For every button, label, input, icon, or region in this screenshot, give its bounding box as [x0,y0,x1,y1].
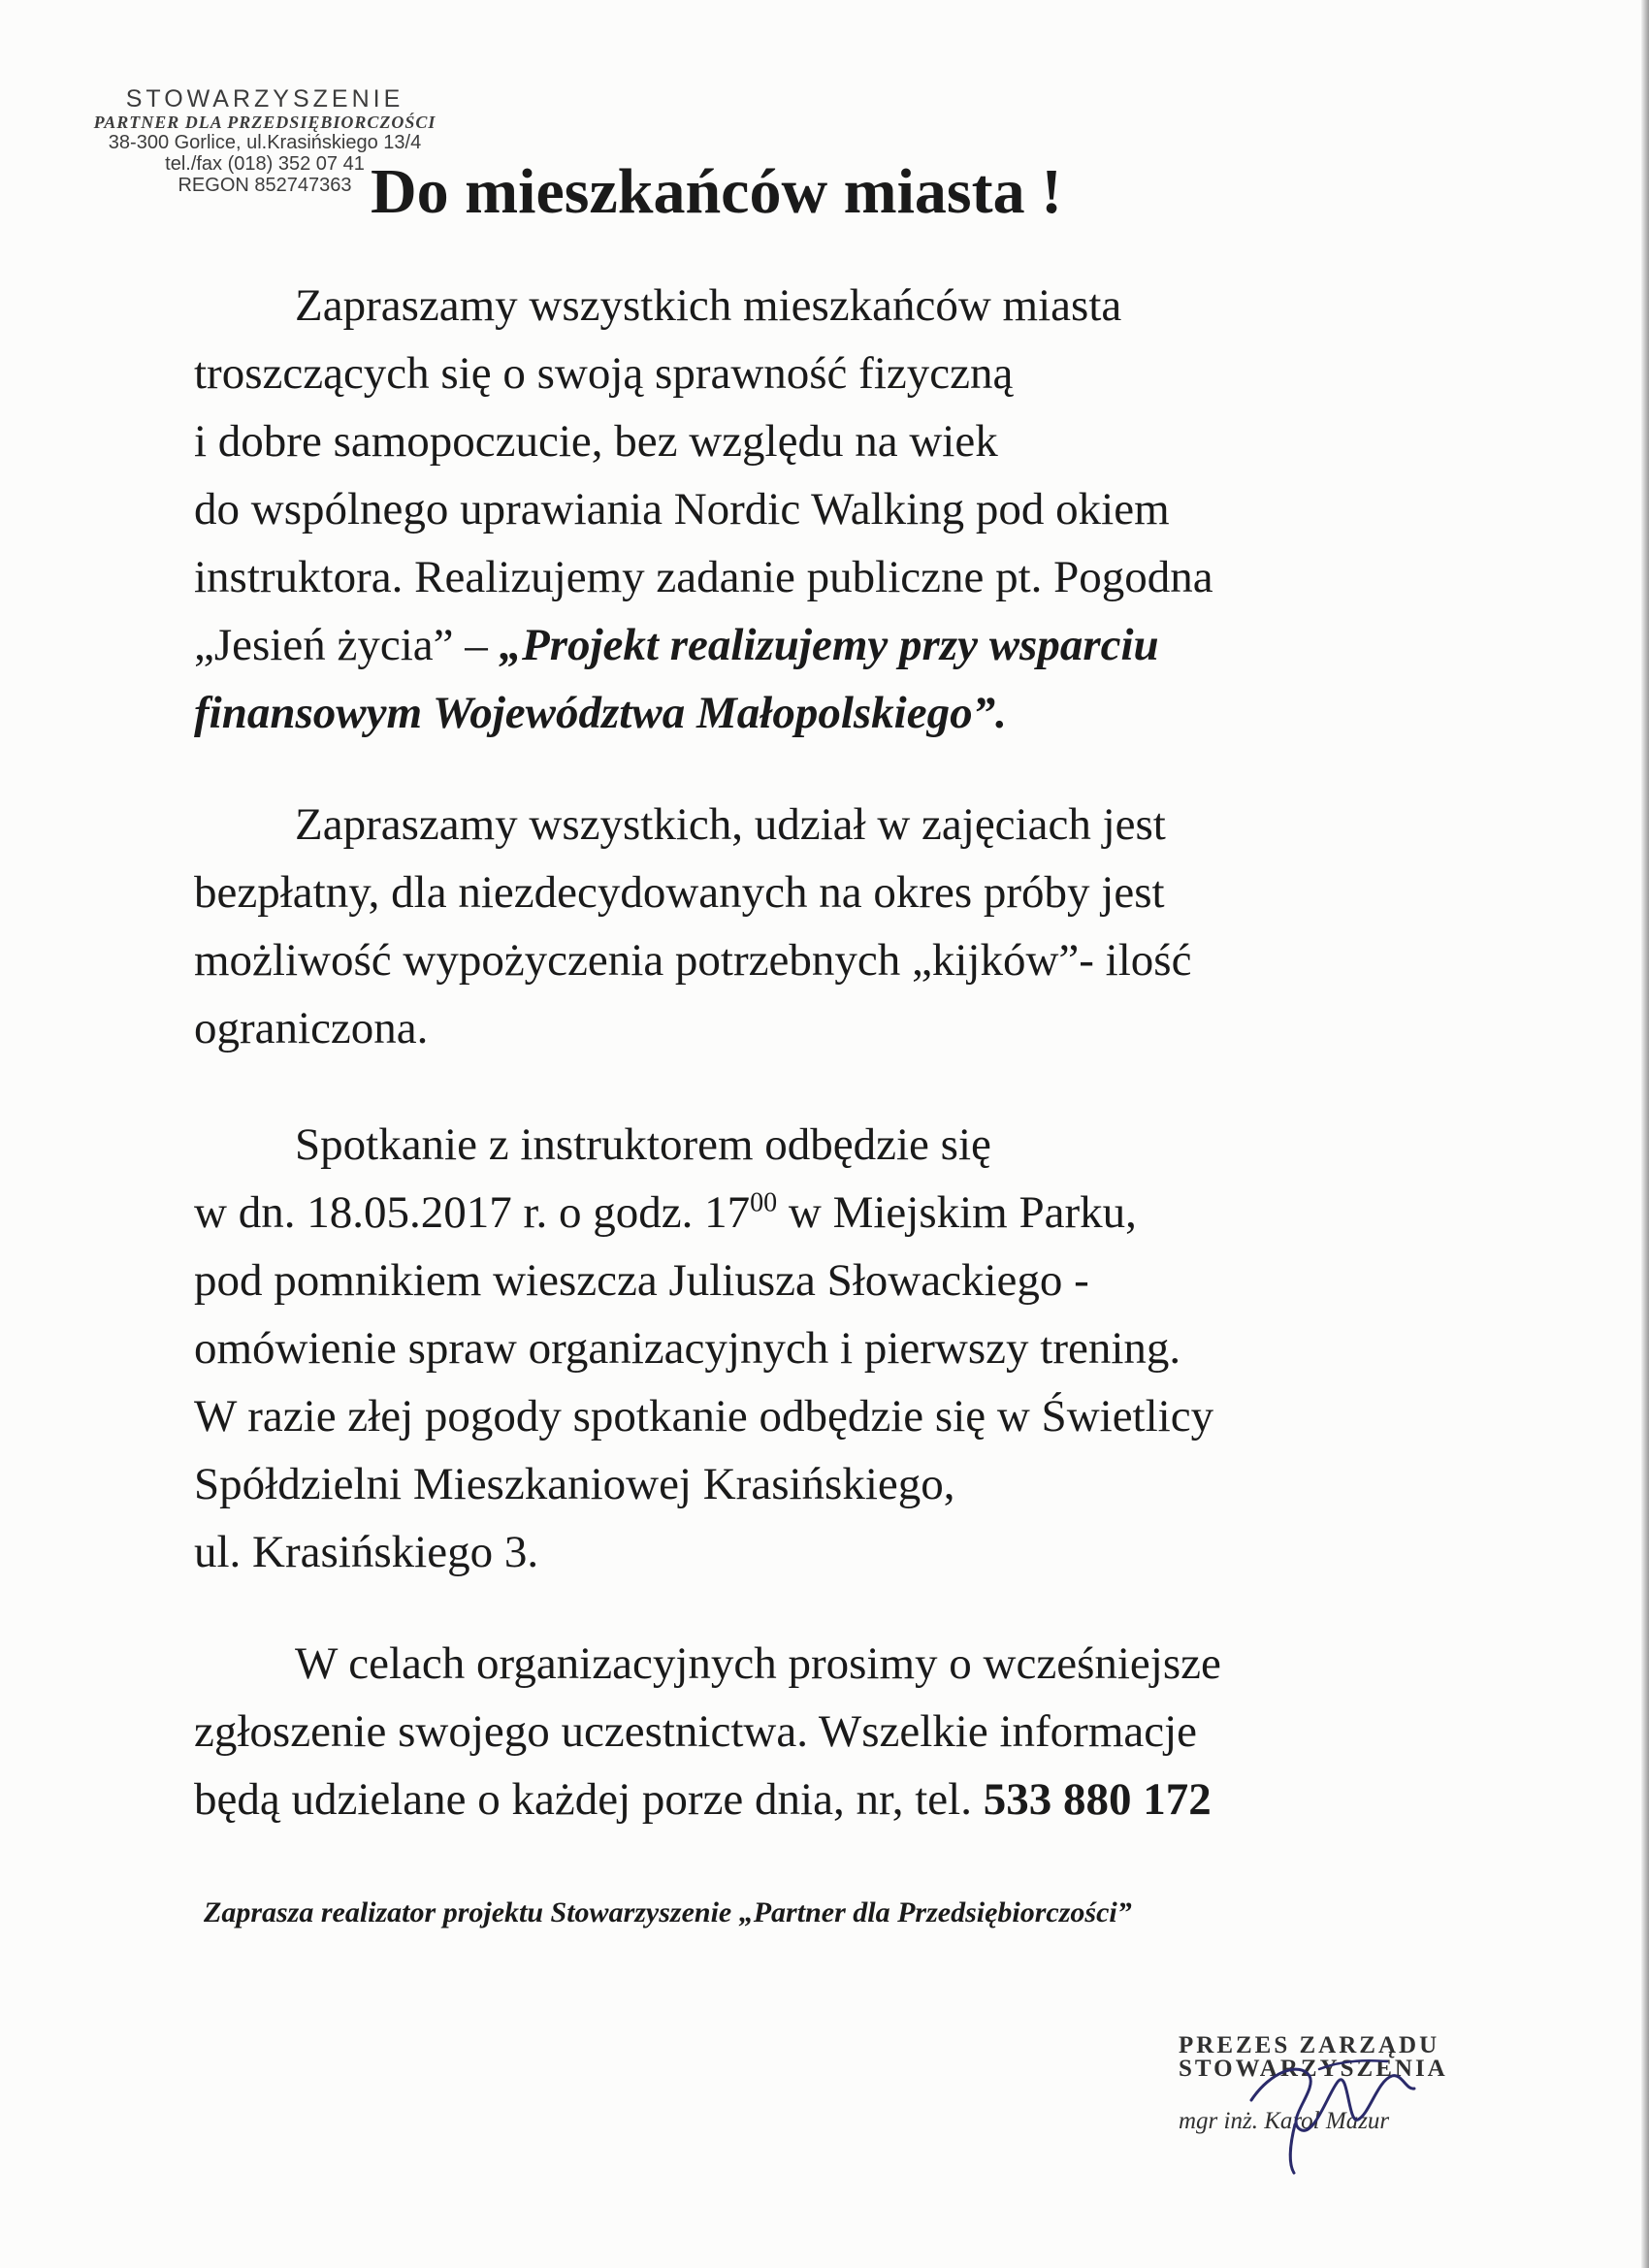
paragraph-line: W celach organizacyjnych prosimy o wcześniejsze [295,1638,1221,1689]
stamp-name: STOWARZYSZENIE [125,85,404,113]
paragraph-line: ograniczona. [194,1003,429,1053]
paragraph-registration [194,1630,1416,1833]
paragraph-line: instruktora. Realizujemy zadanie publiczne pt. Pogodna [194,552,1213,602]
funding-note-continued: finansowym Województwa Małopolskiego”. [194,688,1007,738]
paragraph-line: możliwość wypożyczenia potrzebnych „kijków”- ilość [194,935,1192,986]
paragraph-line: troszczących się o swoją sprawność fizyczną [194,348,1014,399]
paragraph-line: bezpłatny, dla niezdecydowanych na okres próby jest [194,867,1165,918]
seal-person: mgr inż. Karol Mazur [1179,2108,1390,2134]
paragraph-line [194,611,1416,679]
contact-text: będą udzielane o każdej porze dnia, nr, tel. [194,1774,984,1825]
paragraph-meeting [194,1111,1416,1586]
scan-edge [1641,0,1649,2268]
paragraph-participation [194,791,1416,1062]
funding-note: „Projekt realizujemy przy wsparciu [499,620,1159,670]
meeting-location: w Miejskim Parku, [777,1187,1137,1238]
meeting-time-minutes: 00 [750,1187,778,1218]
stamp-tagline: PARTNER DLA PRZEDSIĘBIORCZOŚCI [93,113,436,132]
paragraph-line: Zapraszamy wszystkich, udział w zajęciach jest [295,799,1166,850]
handwritten-signature [1193,2032,1445,2178]
stamp-address: 38-300 Gorlice, ul.Krasińskiego 13/4 [108,132,422,153]
project-name-text: „Jesień życia” – [194,620,500,670]
stamp-regon: REGON 852747363 [178,175,352,196]
contact-line [194,1766,1416,1833]
paragraph-line: W razie złej pogody spotkanie odbędzie się w Świetlicy [194,1391,1214,1442]
paragraph-line: Zapraszamy wszystkich mieszkańców miasta [295,280,1122,331]
paragraph-line: i dobre samopoczucie, bez względu na wiek [194,416,998,467]
seal-organization: STOWARZYSZENIA [1179,2056,1448,2082]
paragraph-invitation [194,272,1416,747]
contact-phone-number: 533 880 172 [983,1774,1212,1825]
paragraph-line: omówienie spraw organizacyjnych i pierwszy trening. [194,1323,1181,1374]
meeting-date: w dn. 18.05.2017 r. o godz. 17 [194,1187,751,1238]
seal-title: PREZES ZARZĄDU [1179,2032,1440,2058]
paragraph-line: zgłoszenie swojego uczestnictwa. Wszelkie informacje [194,1706,1198,1757]
footer-organizer-note: Zaprasza realizator projektu Stowarzyszenie „Partner dla Przedsiębiorczości” [204,1896,1132,1928]
paragraph-line: do wspólnego uprawiania Nordic Walking pod okiem [194,484,1170,535]
paragraph-line: ul. Krasińskiego 3. [194,1527,539,1577]
stamp-phone: tel./fax (018) 352 07 41 [165,153,365,175]
meeting-date-line [194,1179,1416,1247]
paragraph-line: Spotkanie z instruktorem odbędzie się [295,1119,991,1170]
paragraph-line: Spółdzielni Mieszkaniowej Krasińskiego, [194,1459,955,1509]
page-title: Do mieszkańców miasta ! [371,156,1063,227]
paragraph-line: pod pomnikiem wieszcza Juliusza Słowackiego - [194,1255,1089,1306]
